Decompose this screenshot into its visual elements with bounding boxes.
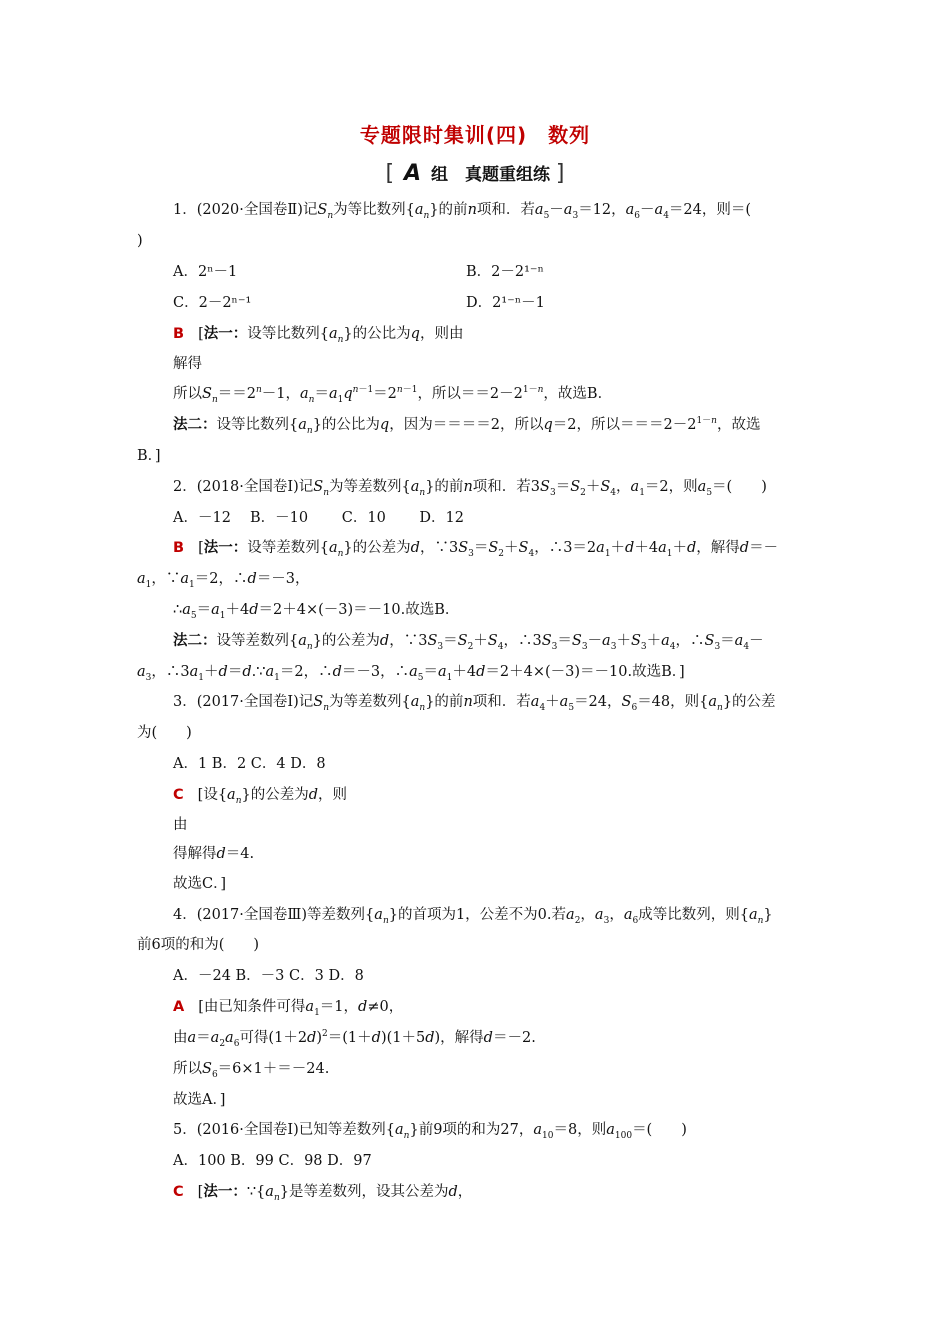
q4-solution-2: 由$a=a_2a_6$可得$(1+2d)^2=(1+d)(1+5d)$，解得d＝－2. [173,1029,536,1049]
q5-solution-1: C [法一：$\because\{a_n\}$是等差数列，设其公差为d， [173,1184,473,1203]
q4-solution-4: 故选A．] [173,1092,226,1108]
q3-stem: 3．(2017·全国卷Ⅰ)记$S_n$为等差数列$\{a_n\}$的前n项和．若$a_4+a_5=24$，$S_6=48$，则$\{a_n\}$的公差 [173,694,776,713]
q3-solution-2: 由 [173,817,188,833]
q1-stem: 1．(2020·全国卷Ⅱ)记$S_n$为等比数列$\{a_n\}$的前n项和．若$a_5-a_3=12$，$a_6-a_4=24$，则＝( [173,202,752,221]
q1-answer: B [173,326,185,342]
q4-answer: A [173,999,185,1015]
group-label: 组 真题重组练 [430,165,550,185]
q3-solution-3: 得解得d＝4. [173,846,255,862]
open-bracket: [ [385,161,395,186]
q4-stem-cont: 前6项的和为( ) [137,937,260,953]
group-letter: A [404,161,422,186]
q4-stem: 4．(2017·全国卷Ⅲ)等差数列$\{a_n\}$的首项为1，公差不为0.若$a_2$，$a_3$，$a_6$成等比数列，则$\{a_n\}$ [173,907,773,926]
q2-solution-4: 法二：设等差数列$\{a_n\}$的公差为d，$\because 3S_3=S_2+S_4$，$\therefore 3S_3=S_3-a_3+S_3+a_4$，$\therefore S_3=a_4-$ [173,633,764,652]
q5-stem: 5．(2016·全国卷Ⅰ)已知等差数列$\{a_n\}$前9项的和为27，$a_{10}=8$，则$a_{100}=$( ) [173,1122,687,1141]
q1-solution-4: 法二：设等比数列$\{a_n\}$的公比为q，因为＝＝＝＝2，所以q＝2，所以$===2-2^{1-n}$，故选 [173,416,761,436]
close-bracket: ] [555,161,565,186]
q2-solution-3: $\therefore a_5=a_1+4d=2+4\times(-3)=-10$.故选B． [173,602,460,621]
q3-options[interactable]: A．1 B．2 C．4 D．8 [173,756,326,772]
q1-solution-2: 解得 [173,356,202,372]
q5-options[interactable]: A．100 B．99 C．98 D．97 [173,1153,372,1169]
q5-answer: C [173,1184,184,1200]
group-heading [0,160,950,186]
q4-solution-3: 所以$S_6=6\times 1+=-24$. [173,1061,330,1080]
q2-answer: B [173,540,185,556]
q1-option-a[interactable]: A．2ⁿ－1 [173,264,238,280]
q3-solution-4: 故选C．] [173,876,227,892]
q2-options[interactable]: A．－12 B．－10 C．10 D．12 [173,510,464,526]
q1-solution-3: 所以$S_n==2^n-1$，$a_n=a_1q^{n-1}=2^{n-1}$，所以$==2-2^{1-n}$，故选B． [173,385,613,405]
q2-stem: 2．(2018·全国卷Ⅰ)记$S_n$为等差数列$\{a_n\}$的前n项和．若$3S_3=S_2+S_4$，$a_1=2$，则$a_5=$( ) [173,479,767,498]
q4-solution-1: A [由已知条件可得$a_1=1$，d≠0， [173,999,404,1018]
q1-options-row1 [173,262,817,282]
q1-solution-1: B [法一：设等比数列$\{a_n\}$的公比为q，则由 [173,326,464,345]
q4-options[interactable]: A．－24 B．－3 C．3 D．8 [173,968,364,984]
q3-stem-cont: 为( ) [137,725,192,741]
q1-stem-cont: ) [137,233,143,249]
q2-solution-2: $a_1$，$\because a_1=2$，∴d＝－3， [137,571,310,590]
page-title: 专题限时集训(四) 数列 [359,123,591,147]
q2-solution-1: B [法一：设等差数列$\{a_n\}$的公差为d，$\because 3S_3=S_2+S_4$，$\therefore 3=2a_1+d+4a_1+d$，解得d＝－ [173,540,779,559]
q1-solution-5: B．] [137,448,161,464]
q1-option-c[interactable]: C．2－2ⁿ⁻¹ [173,295,252,311]
q3-answer: C [173,787,184,803]
q3-solution-1: C [设$\{a_n\}$的公差为d，则 [173,787,348,806]
q2-solution-5: $a_3$，$\therefore 3a_1+d=d.\because a_1=2$，∴d＝－3，$\therefore a_5=a_1+4d=2+4\times(-3)=-10$.故选B．] [137,664,685,683]
q1-option-b[interactable]: B．2－2¹⁻ⁿ [466,264,544,280]
q1-option-d[interactable]: D．2¹⁻ⁿ－1 [466,295,545,311]
q1-options-row2 [173,293,817,313]
